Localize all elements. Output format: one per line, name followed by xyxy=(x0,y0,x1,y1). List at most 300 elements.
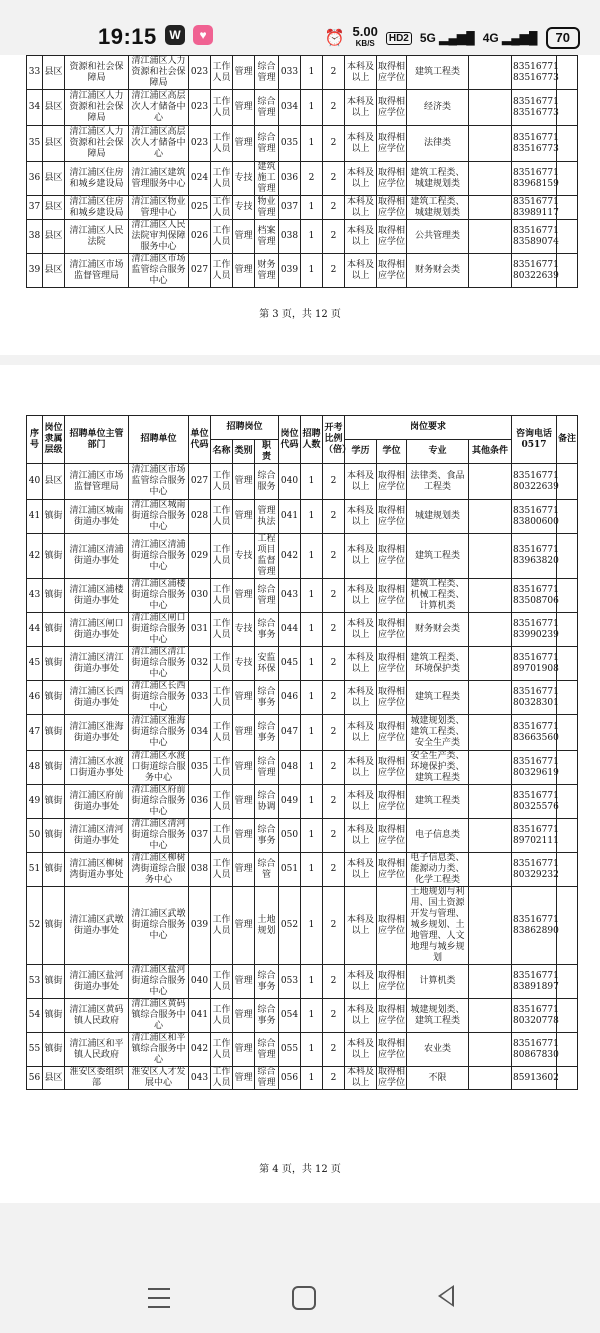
header-phone: 咨询电话0517 xyxy=(512,416,557,464)
table-cell: 37 xyxy=(27,196,43,220)
table-row xyxy=(27,887,578,965)
table-cell: 35 xyxy=(27,126,43,162)
table-cell: 建筑工程类、机械工程类、计算机类 xyxy=(407,579,469,613)
table-cell: 清江浦区武墩街道办事处 xyxy=(65,887,129,965)
table-cell: 工作人员 xyxy=(211,999,233,1033)
table-cell: 037 xyxy=(279,196,301,220)
table-cell: 综合事务 xyxy=(255,613,279,647)
table-cell: 83516771 83516773 xyxy=(512,56,557,90)
table-cell: 取得相应学位 xyxy=(377,579,407,613)
table-cell xyxy=(469,90,512,126)
table-cell: 取得相应学位 xyxy=(377,853,407,887)
table-row xyxy=(27,1033,578,1067)
table-cell: 本科及以上 xyxy=(345,853,377,887)
table-cell: 综合事务 xyxy=(255,819,279,853)
table-cell: 工作人员 xyxy=(211,965,233,999)
table-cell: 清江浦区长西街道办事处 xyxy=(65,681,129,715)
table-cell: 取得相应学位 xyxy=(378,196,406,218)
table-cell: 本科及以上 xyxy=(345,56,377,90)
table-cell: 取得相应学位 xyxy=(377,819,407,853)
table-cell: 取得相应学位 xyxy=(377,999,407,1033)
table-cell: 035 xyxy=(189,751,211,785)
table-cell: 041 xyxy=(189,999,211,1033)
table-cell: 1 xyxy=(301,126,323,162)
table-cell: 037 xyxy=(189,819,211,853)
table-row xyxy=(27,647,578,681)
recent-apps-button[interactable] xyxy=(148,1288,170,1315)
table-row xyxy=(27,196,578,220)
table-cell: 本科及以上 xyxy=(345,613,377,647)
header-seq: 序号 xyxy=(27,416,43,464)
table-cell: 83516771 80329232 xyxy=(512,853,557,887)
table-cell: 053 xyxy=(279,965,301,999)
table-cell: 清江浦区高层次人才储备中心 xyxy=(129,126,189,162)
header-other: 其他条件 xyxy=(469,440,512,464)
table-cell: 管理 xyxy=(233,579,255,613)
table-cell xyxy=(469,819,512,853)
note-cell xyxy=(557,965,578,999)
table-cell: 038 xyxy=(189,853,211,887)
table-cell: 清江浦区和平镇人民政府 xyxy=(65,1033,129,1067)
table-cell: 55 xyxy=(27,1033,43,1067)
table-cell: 033 xyxy=(189,681,211,715)
table-cell: 取得相应学位 xyxy=(377,56,407,90)
table-cell: 工作人员 xyxy=(211,534,233,579)
table-cell: 取得相应学位 xyxy=(377,613,407,647)
table-cell: 建筑工程类 xyxy=(407,534,469,579)
table-cell: 财务财会类 xyxy=(407,254,469,288)
table-cell: 83516771 83800600 xyxy=(512,500,557,534)
table-cell: 48 xyxy=(27,751,43,785)
table-cell xyxy=(469,751,512,785)
pdf-page-4 xyxy=(0,365,600,1203)
table-cell: 清江浦区市场监管综合服务中心 xyxy=(129,464,189,500)
table-cell: 镇街 xyxy=(43,613,65,647)
header-unit: 招聘单位 xyxy=(129,416,189,464)
table-cell: 83516771 83663560 xyxy=(512,715,557,751)
table-cell: 清江浦区城南街道综合服务中心 xyxy=(129,500,189,534)
table-cell: 2 xyxy=(323,715,345,751)
table-cell: 综合事务 xyxy=(255,999,279,1033)
table-cell: 54 xyxy=(27,999,43,1033)
table-cell: 本科及以上 xyxy=(345,500,377,534)
header-edu: 学历 xyxy=(345,440,377,464)
table-cell: 2 xyxy=(323,90,345,126)
table-cell: 清江浦区人力资源和社会保障局 xyxy=(65,90,129,126)
table-cell: 取得相应学位 xyxy=(377,965,407,999)
table-cell: 镇街 xyxy=(43,681,65,715)
table-cell: 清江浦区盐河街道办事处 xyxy=(65,965,129,999)
table-cell: 042 xyxy=(189,1033,211,1067)
table-cell: 工作人员 xyxy=(211,887,233,965)
table-row xyxy=(27,1067,578,1090)
table-cell: 县区 xyxy=(43,1067,65,1090)
table-cell: 2 xyxy=(323,647,345,681)
table-cell: 法律类、食品工程类 xyxy=(407,464,469,500)
table-cell: 县区 xyxy=(43,90,65,126)
table-cell: 工作人员 xyxy=(211,579,233,613)
table-cell: 清江浦区武墩街道综合服务中心 xyxy=(129,887,189,965)
table-cell: 本科及以上 xyxy=(345,1033,377,1067)
table-cell: 清江浦区人民法院审判保障服务中心 xyxy=(129,220,189,254)
table-cell: 县区 xyxy=(43,196,65,220)
table-cell: 39 xyxy=(27,254,43,288)
table-cell xyxy=(469,999,512,1033)
table-cell: 本科及以上 xyxy=(345,681,377,715)
table-cell: 取得相应学位 xyxy=(377,647,407,681)
table-cell: 镇街 xyxy=(43,647,65,681)
table-cell: 工作人员 xyxy=(211,853,233,887)
table-row xyxy=(27,500,578,534)
battery-icon: 70 xyxy=(546,27,580,49)
table-cell: 工作人员 xyxy=(211,751,233,785)
note-cell xyxy=(557,500,578,534)
table-cell: 工作人员 xyxy=(211,220,233,254)
table-cell: 清江浦区淮海街道办事处 xyxy=(65,715,129,751)
table-cell: 清江浦区清浦街道综合服务中心 xyxy=(129,534,189,579)
table-cell: 工程项目监督管理 xyxy=(255,534,279,579)
table-cell: 本科及以上 xyxy=(345,254,377,288)
table-cell: 管理 xyxy=(233,464,255,500)
table-cell: 建筑工程类、城建规划类 xyxy=(407,162,469,196)
table-cell: 85913602 xyxy=(512,1067,557,1090)
note-cell xyxy=(557,887,578,965)
note-cell xyxy=(557,715,578,751)
table-cell: 管理 xyxy=(233,126,255,162)
table-cell: 管理 xyxy=(233,785,255,819)
clock: 19:15 xyxy=(98,24,157,49)
table-cell: 管理 xyxy=(233,751,255,785)
table-cell: 清江浦区柳树湾街道办事处 xyxy=(65,853,129,887)
table-cell: 建筑工程类、环境保护类 xyxy=(407,647,469,681)
note-cell xyxy=(557,579,578,613)
table-cell: 取得相应学位 xyxy=(377,715,407,751)
table-cell xyxy=(469,464,512,500)
table-cell: 本科及以上 xyxy=(345,751,377,785)
table-cell: 专技 xyxy=(233,647,255,681)
table-cell: 淮安区人才发展中心 xyxy=(129,1067,189,1090)
table-cell: 专技 xyxy=(233,534,255,579)
table-cell: 032 xyxy=(189,647,211,681)
table-cell: 综合协调 xyxy=(255,785,279,819)
table-cell: 1 xyxy=(301,220,323,254)
table-cell: 046 xyxy=(279,681,301,715)
table-cell: 清江浦区盐河街道综合服务中心 xyxy=(129,965,189,999)
alarm-icon: ⏰ xyxy=(324,30,345,47)
note-cell xyxy=(557,56,578,90)
table-cell xyxy=(469,579,512,613)
table-cell: 清江浦区建筑管理服务中心 xyxy=(129,162,189,196)
table-cell: 1 xyxy=(301,534,323,579)
table-cell: 本科及以上 xyxy=(345,965,377,999)
table-cell: 管理 xyxy=(233,887,255,965)
table-cell: 综合事务 xyxy=(255,965,279,999)
table-cell: 2 xyxy=(323,613,345,647)
header-major: 专业 xyxy=(407,440,469,464)
note-cell xyxy=(557,220,578,254)
note-cell xyxy=(557,819,578,853)
table-cell: 83516771 80322639 xyxy=(512,254,557,288)
table-cell: 029 xyxy=(189,534,211,579)
table-cell: 本科及以上 xyxy=(345,579,377,613)
note-cell xyxy=(557,196,578,220)
table-cell: 取得相应学位 xyxy=(377,785,407,819)
table-cell: 管理 xyxy=(233,254,255,288)
table-cell: 本科及以上 xyxy=(345,887,377,965)
table-cell: 管理 xyxy=(233,853,255,887)
table-cell: 淮安区委组织部 xyxy=(65,1067,129,1090)
table-cell: 取得相应学位 xyxy=(377,887,407,965)
table-cell: 清江浦区人民法院 xyxy=(65,220,129,254)
table-cell: 51 xyxy=(27,853,43,887)
table-cell: 清江浦区物业管理中心 xyxy=(129,196,189,220)
table-cell: 051 xyxy=(279,853,301,887)
table-cell: 1 xyxy=(301,1033,323,1067)
table-cell: 2 xyxy=(323,464,345,500)
header-post-name: 名称 xyxy=(211,440,233,464)
table-cell: 工作人员 xyxy=(211,56,233,90)
table-cell: 048 xyxy=(279,751,301,785)
table-cell: 1 xyxy=(301,853,323,887)
table-row xyxy=(27,819,578,853)
status-bar xyxy=(0,0,600,60)
table-cell: 035 xyxy=(279,126,301,162)
table-row xyxy=(27,785,578,819)
table-cell: 055 xyxy=(279,1033,301,1067)
network-4g: 4G ▂▄▆█ xyxy=(482,31,538,45)
table-cell: 本科及以上 xyxy=(345,785,377,819)
shopping-app-icon: ♥ xyxy=(193,25,213,45)
table-cell: 城建规划类、建筑工程类、安全生产类 xyxy=(407,715,469,751)
table-cell: 经济类 xyxy=(407,90,469,126)
header-unit-code: 单位代码 xyxy=(189,416,211,464)
table-cell: 1 xyxy=(301,464,323,500)
table-cell: 83516771 83589074 xyxy=(512,220,557,254)
table-cell: 026 xyxy=(189,220,211,254)
table-cell: 028 xyxy=(189,500,211,534)
table-cell: 专技 xyxy=(233,613,255,647)
table-cell: 清江浦区府前街道办事处 xyxy=(65,785,129,819)
table-cell: 040 xyxy=(279,464,301,500)
table-cell: 管理 xyxy=(233,1033,255,1067)
table-cell: 45 xyxy=(27,647,43,681)
table-cell: 管理 xyxy=(233,999,255,1033)
table-cell: 综合管理 xyxy=(255,90,279,126)
table-cell: 本科及以上 xyxy=(345,819,377,853)
table-cell: 工作人员 xyxy=(211,785,233,819)
table-cell: 2 xyxy=(301,162,323,196)
table-cell: 44 xyxy=(27,613,43,647)
table-cell: 1 xyxy=(301,90,323,126)
page3-footer: 第 3 页，共 12 页 xyxy=(259,309,341,320)
speed-unit: KB/S xyxy=(355,39,375,48)
table-cell: 工作人员 xyxy=(211,647,233,681)
table-cell: 综合服务 xyxy=(255,464,279,500)
table-cell xyxy=(469,647,512,681)
table-cell: 027 xyxy=(189,254,211,288)
table-cell xyxy=(469,1033,512,1067)
table-cell: 本科及以上 xyxy=(345,220,377,254)
table-cell: 县区 xyxy=(43,162,65,196)
table-cell: 本科及以上 xyxy=(345,196,377,220)
note-cell xyxy=(557,534,578,579)
table-cell: 管理执法 xyxy=(255,500,279,534)
table-cell: 83516771 83990239 xyxy=(512,613,557,647)
table-cell: 取得相应学位 xyxy=(377,464,407,500)
table-cell: 2 xyxy=(323,1067,345,1090)
table-cell: 清江浦区浦楼街道办事处 xyxy=(65,579,129,613)
table-cell: 综合管理 xyxy=(255,1067,279,1090)
table-cell: 023 xyxy=(189,56,211,90)
table-cell: 计算机类 xyxy=(407,965,469,999)
table-cell: 工作人员 xyxy=(211,90,233,126)
table-cell: 1 xyxy=(301,999,323,1033)
table-cell: 1 xyxy=(301,681,323,715)
table-cell: 管理 xyxy=(233,500,255,534)
table-cell: 本科及以上 xyxy=(345,464,377,500)
note-cell xyxy=(557,162,578,196)
table-cell: 综合管 xyxy=(255,853,279,887)
header-dept: 招聘单位主管部门 xyxy=(65,416,129,464)
table-cell: 工作人员 xyxy=(211,500,233,534)
table-cell: 83516771 80328301 xyxy=(512,681,557,715)
table-cell: 清江浦区人力资源和社会保障局 xyxy=(129,56,189,90)
table-cell: 47 xyxy=(27,715,43,751)
table-cell xyxy=(469,126,512,162)
table-cell: 050 xyxy=(279,819,301,853)
table-cell: 2 xyxy=(323,887,345,965)
table-cell: 工作人员 xyxy=(211,464,233,500)
table-cell: 038 xyxy=(279,220,301,254)
table-cell: 030 xyxy=(189,579,211,613)
table-cell: 清江浦区市场监督管理局 xyxy=(65,254,129,288)
network-speed xyxy=(352,24,378,49)
table-cell: 取得相应学位 xyxy=(377,220,407,254)
table-cell: 镇街 xyxy=(43,887,65,965)
table-cell: 41 xyxy=(27,500,43,534)
table-cell: 取得相应学位 xyxy=(377,90,407,126)
table-cell: 2 xyxy=(323,56,345,90)
table-cell: 取得相应学位 xyxy=(377,751,407,785)
table-cell: 2 xyxy=(323,853,345,887)
table-cell: 专技 xyxy=(233,162,255,196)
table-cell: 清江浦区清河街道办事处 xyxy=(65,819,129,853)
table-cell: 83516771 80325576 xyxy=(512,785,557,819)
table-cell: 清江浦区市场监管综合服务中心 xyxy=(129,254,189,288)
table-cell: 综合管理 xyxy=(255,579,279,613)
table-cell: 036 xyxy=(189,785,211,819)
header-req-group: 岗位要求 xyxy=(345,416,512,440)
table-cell xyxy=(469,56,512,90)
table-cell: 县区 xyxy=(43,56,65,90)
table-cell: 清江浦区住房和城乡建设局 xyxy=(65,196,129,220)
table-cell: 83516771 83508706 xyxy=(512,579,557,613)
header-post-code: 岗位代码 xyxy=(279,416,301,464)
table-cell: 83516771 89701908 xyxy=(512,647,557,681)
table-cell: 本科及以上 xyxy=(345,1067,377,1090)
table-cell: 镇街 xyxy=(43,785,65,819)
table-cell: 县区 xyxy=(43,126,65,162)
network-5g: 5G ▂▄▆█ xyxy=(419,31,475,45)
table-cell: 83516771 83862890 xyxy=(512,887,557,965)
table-row xyxy=(27,715,578,751)
home-button[interactable] xyxy=(292,1286,316,1310)
table-cell: 镇街 xyxy=(43,500,65,534)
note-cell xyxy=(557,1033,578,1067)
table-cell: 城建规划类、建筑工程类 xyxy=(407,999,469,1033)
table-cell: 33 xyxy=(27,56,43,90)
table-cell: 县区 xyxy=(43,220,65,254)
table-row xyxy=(27,751,578,785)
table-cell: 管理 xyxy=(233,715,255,751)
table-cell xyxy=(469,785,512,819)
table-cell: 1 xyxy=(301,715,323,751)
table-cell: 清江浦区淮海街道综合服务中心 xyxy=(129,715,189,751)
table-cell: 1 xyxy=(301,887,323,965)
table-cell: 镇街 xyxy=(43,819,65,853)
header-degree: 学位 xyxy=(377,440,407,464)
table-cell: 83516771 83891897 xyxy=(512,965,557,999)
table-cell: 镇街 xyxy=(43,751,65,785)
table-cell: 40 xyxy=(27,464,43,500)
back-icon xyxy=(441,1288,452,1304)
table-cell: 管理 xyxy=(233,56,255,90)
table-cell: 管理 xyxy=(233,681,255,715)
table-cell: 83516771 83516773 xyxy=(512,126,557,162)
table-cell xyxy=(469,715,512,751)
table-cell: 52 xyxy=(27,887,43,965)
hd-indicator: HD2 xyxy=(386,32,412,45)
table-cell: 2 xyxy=(323,196,345,220)
table-cell: 023 xyxy=(189,126,211,162)
table-cell: 综合事务 xyxy=(255,681,279,715)
table-cell: 建筑工程类 xyxy=(407,681,469,715)
table-cell: 34 xyxy=(27,90,43,126)
table-cell: 1 xyxy=(301,751,323,785)
table-cell: 1 xyxy=(301,500,323,534)
table-cell: 镇街 xyxy=(43,715,65,751)
table-cell: 039 xyxy=(279,254,301,288)
table-cell: 本科及以上 xyxy=(345,647,377,681)
speed-value: 5.00 xyxy=(352,24,378,39)
table-cell: 040 xyxy=(189,965,211,999)
table-cell: 83516771 80322639 xyxy=(512,464,557,500)
table-cell: 清江浦区住房和城乡建设局 xyxy=(65,162,129,196)
table-cell: 023 xyxy=(189,90,211,126)
table-cell: 法律类 xyxy=(407,126,469,162)
table-cell xyxy=(469,613,512,647)
table-cell xyxy=(469,500,512,534)
table-cell: 清江浦区清江街道办事处 xyxy=(65,647,129,681)
table-cell: 建筑工程类、城建规划类 xyxy=(407,196,469,220)
table-row xyxy=(27,579,578,613)
table-cell: 工作人员 xyxy=(211,819,233,853)
table-cell: 027 xyxy=(189,464,211,500)
note-cell xyxy=(557,751,578,785)
table-cell: 建筑工程类 xyxy=(407,785,469,819)
table-cell: 2 xyxy=(323,254,345,288)
table-cell: 工作人员 xyxy=(211,715,233,751)
table-cell: 镇街 xyxy=(43,999,65,1033)
table-cell: 工作人员 xyxy=(211,254,233,288)
table-cell: 清江浦区柳树湾街道综合服务中心 xyxy=(129,853,189,887)
table-cell: 2 xyxy=(323,534,345,579)
table-cell: 清江浦区和平镇综合服务中心 xyxy=(129,1033,189,1067)
table-cell: 本科及以上 xyxy=(345,715,377,751)
navigation-bar xyxy=(0,1270,600,1333)
table-row xyxy=(27,254,578,288)
table-cell xyxy=(469,681,512,715)
